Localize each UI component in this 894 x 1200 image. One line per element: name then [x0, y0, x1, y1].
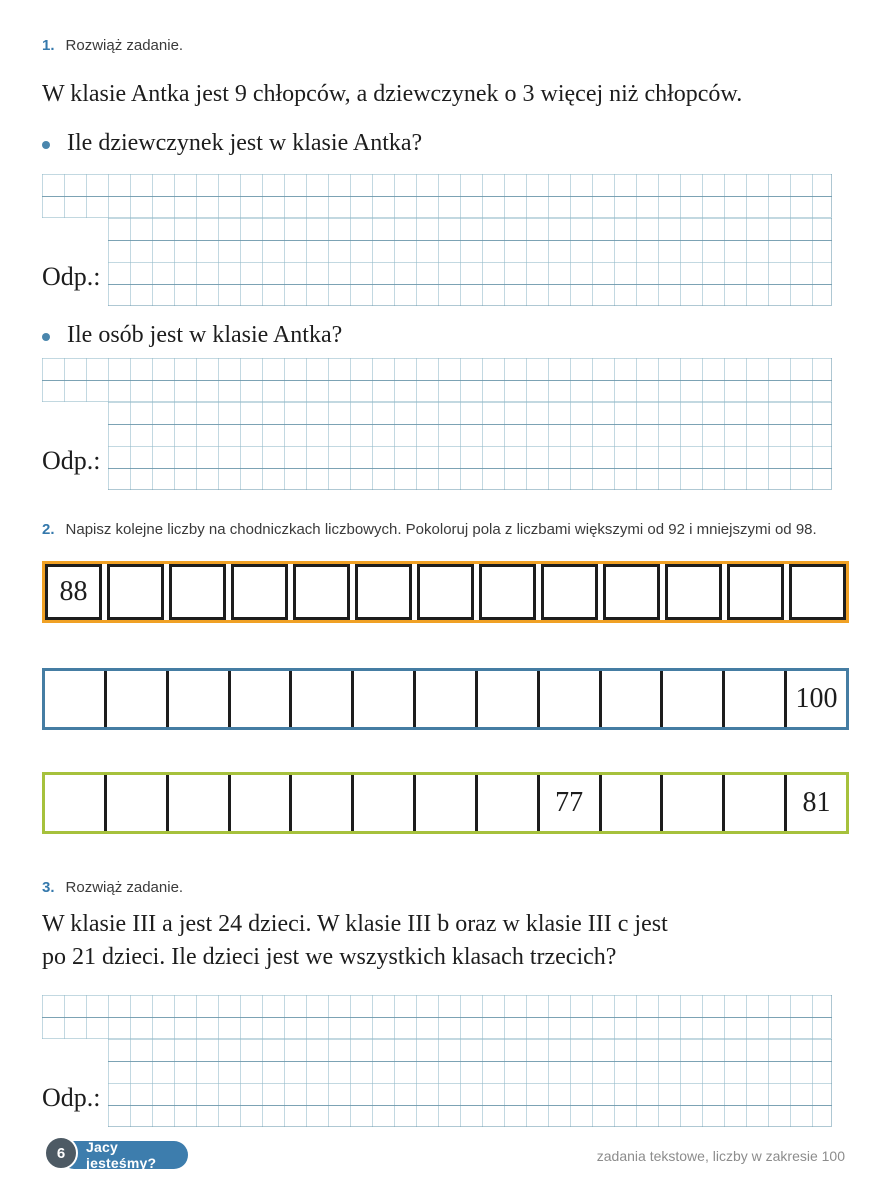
strip-cell[interactable]	[354, 775, 416, 831]
task2-number: 2.	[42, 521, 55, 538]
strip-cell[interactable]	[45, 775, 107, 831]
strip-cell[interactable]	[169, 564, 226, 620]
task2-instruction: Napisz kolejne liczby na chodniczkach liczbowych. Pokoloruj pola z liczbami większymi od 92 i mniejszymi od 98.	[65, 521, 817, 538]
task1-question2	[42, 322, 342, 349]
answer-grid-paper[interactable]	[42, 995, 832, 1039]
task1-question2-text: Ile osób jest w klasie Antka?	[67, 322, 343, 348]
task1-answer-area-2	[42, 358, 832, 490]
task1-problem-text: W klasie Antka jest 9 chłopców, a dziewczynek o 3 więcej niż chłopców.	[42, 81, 743, 107]
strip-cell[interactable]	[45, 671, 107, 727]
page-number-badge	[44, 1136, 78, 1170]
strip-cell[interactable]	[478, 775, 540, 831]
task3-answer-area	[42, 995, 832, 1127]
strip-cell[interactable]	[416, 671, 478, 727]
strip-cell[interactable]	[478, 671, 540, 727]
strip-cell[interactable]: 81	[787, 775, 846, 831]
strip-cell[interactable]	[725, 671, 787, 727]
strip-cell[interactable]	[169, 775, 231, 831]
answer-grid-paper[interactable]	[42, 358, 832, 402]
strip-cell[interactable]	[602, 775, 664, 831]
strip-cell[interactable]	[479, 564, 536, 620]
answer-grid-paper[interactable]	[42, 174, 832, 218]
strip-cell[interactable]	[355, 564, 412, 620]
strip-cell[interactable]	[541, 564, 598, 620]
task3-header	[42, 878, 183, 897]
strip-cell[interactable]	[540, 671, 602, 727]
task1-instruction: Rozwiąż zadanie.	[65, 37, 184, 54]
strip-cell[interactable]	[727, 564, 784, 620]
strip-cell[interactable]	[107, 564, 164, 620]
task3-problem-line1: W klasie III a jest 24 dzieci. W klasie III b oraz w klasie III c jest	[42, 911, 668, 937]
strip-cell[interactable]	[292, 775, 354, 831]
strip-cell[interactable]	[416, 775, 478, 831]
task2-header	[42, 520, 817, 539]
chapter-badge	[60, 1141, 188, 1169]
strip-cell[interactable]	[417, 564, 474, 620]
task1-answer-area-1	[42, 174, 832, 306]
task1-header	[42, 36, 183, 55]
strip-cell[interactable]	[665, 564, 722, 620]
footer-section-info: zadania tekstowe, liczby w zakresie 100	[596, 1148, 845, 1164]
strip-cell[interactable]	[293, 564, 350, 620]
strip-cell[interactable]	[169, 671, 231, 727]
strip-cell[interactable]	[602, 671, 664, 727]
task3-instruction: Rozwiąż zadanie.	[65, 879, 184, 896]
strip-cell[interactable]	[107, 671, 169, 727]
answer-label: Odp.:	[42, 1083, 101, 1112]
answer-label: Odp.:	[42, 446, 101, 475]
strip-cell[interactable]	[789, 564, 846, 620]
strip-cell[interactable]	[354, 671, 416, 727]
strip-cell[interactable]	[603, 564, 660, 620]
number-strip-green	[42, 772, 849, 834]
task1-number: 1.	[42, 37, 55, 54]
answer-grid-paper[interactable]	[108, 218, 832, 306]
strip-cell[interactable]	[725, 775, 787, 831]
number-strip-blue	[42, 668, 849, 730]
strip-cell[interactable]	[663, 775, 725, 831]
task1-question1	[42, 130, 422, 157]
strip-cell[interactable]	[231, 564, 288, 620]
answer-grid-paper[interactable]	[108, 1039, 832, 1127]
bullet-icon	[42, 333, 50, 341]
answer-label: Odp.:	[42, 262, 101, 291]
task1-question1-text: Ile dziewczynek jest w klasie Antka?	[67, 130, 423, 156]
strip-cell[interactable]	[292, 671, 354, 727]
page-number: 6	[56, 1144, 66, 1162]
task3-problem-text	[42, 908, 668, 974]
answer-grid-paper[interactable]	[108, 402, 832, 490]
strip-cell[interactable]: 77	[540, 775, 602, 831]
strip-cell[interactable]: 100	[787, 671, 846, 727]
strip-cell[interactable]: 88	[45, 564, 102, 620]
strip-cell[interactable]	[663, 671, 725, 727]
strip-cell[interactable]	[231, 775, 293, 831]
number-strip-orange	[42, 561, 849, 623]
task3-number: 3.	[42, 879, 55, 896]
chapter-badge-label: Jacy jesteśmy?	[86, 1139, 157, 1171]
strip-cell[interactable]	[231, 671, 293, 727]
strip-cell[interactable]	[107, 775, 169, 831]
task3-problem-line2: po 21 dzieci. Ile dzieci jest we wszystkich klasach trzecich?	[42, 944, 617, 970]
bullet-icon	[42, 141, 50, 149]
